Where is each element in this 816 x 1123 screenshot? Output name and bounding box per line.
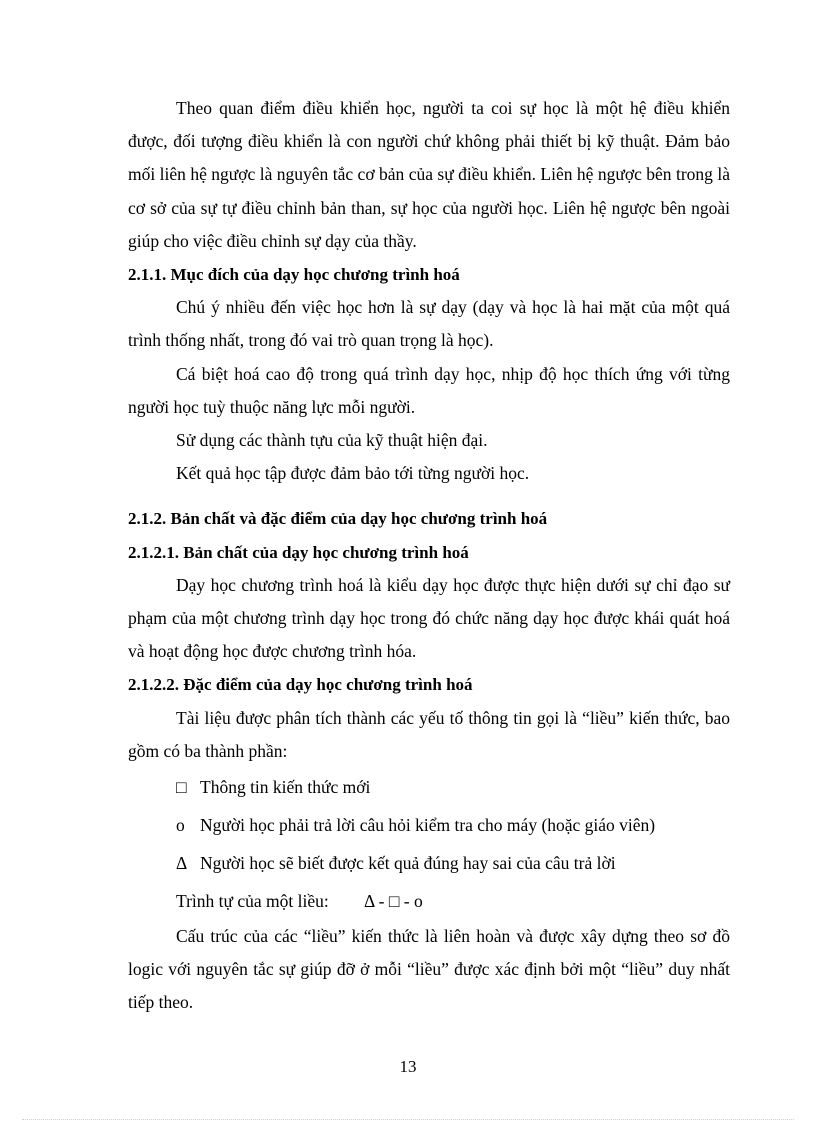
square-icon: □ [176,777,187,798]
sequence-line [128,882,730,920]
triangle-icon: Δ [176,853,188,874]
list-item-text: Thông tin kiến thức mới [200,777,371,798]
heading-2-1-2-1: 2.1.2.1. Bản chất của dạy học chương trình hoá [128,542,469,562]
paragraph-characteristics: Tài liệu được phân tích thành các yếu tố thông tin gọi là “liều” kiến thức, bao gồm có ba thành phần: [128,707,730,761]
circle-icon: o [176,815,185,836]
page-number: 13 [399,1057,417,1076]
paragraph-structure: Cấu trúc của các “liều” kiến thức là liên hoàn và được xây dựng theo sơ đồ logic với nguyên tắc sự giúp đỡ ở mỗi “liều” được xác định bởi một “liều” duy nhất tiếp theo. [128,926,730,1013]
page-bottom-border [22,1119,794,1120]
intro-paragraph: Theo quan điểm điều khiển học, người ta coi sự học là một hệ điều khiển được, đối tượng điều khiển là con người chứ không phải thiết bị kỹ thuật. Đảm bảo mối liên hệ ngược là nguyên tắc cơ bản của sự điều khiển. Liên hệ ngược bên trong là cơ sở của sự tự điều chỉnh bản than, sự học của người học. Liên hệ ngược bên ngoài giúp cho việc điều chỉnh sự dạy của thầy. [128,98,730,251]
page-content [128,92,730,1020]
paragraph-individualization: Cá biệt hoá cao độ trong quá trình dạy học, nhịp độ học thích ứng với từng người học tuỳ thuộc năng lực mỗi người. [128,363,730,417]
heading-2-1-2: 2.1.2. Bản chất và đặc điểm của dạy học chương trình hoá [128,509,548,529]
spacer [128,490,730,502]
list-item-text: Người học phải trả lời câu hỏi kiểm tra cho máy (hoặc giáo viên) [200,815,656,836]
paragraph-results: Kết quả học tập được đảm bảo tới từng người học. [176,463,530,484]
paragraph-focus-learning: Chú ý nhiều đến việc học hơn là sự dạy (dạy và học là hai mặt của một quá trình thống nhất, trong đó vai trò quan trọng là học). [128,297,730,351]
sequence-value: Δ - □ - o [364,891,423,912]
paragraph-nature: Dạy học chương trình hoá là kiểu dạy học được thực hiện dưới sự chỉ đạo sư phạm của một chương trình dạy học trong đó chức năng dạy học được khái quát hoá và hoạt động học được chương trình hóa. [128,574,730,662]
list-item-text: Người học sẽ biết được kết quả đúng hay sai của câu trả lời [200,853,616,874]
heading-2-1-1: 2.1.1. Mục đích của dạy học chương trình hoá [128,265,460,285]
paragraph-technology: Sử dụng các thành tựu của kỹ thuật hiện đại. [176,430,488,451]
list-item-feedback [128,844,730,882]
list-item-answer-question [128,806,730,844]
heading-2-1-2-2: 2.1.2.2. Đặc điểm của dạy học chương trình hoá [128,675,473,695]
sequence-label: Trình tự của một liều: [176,891,329,912]
list-item-new-info [128,768,730,806]
